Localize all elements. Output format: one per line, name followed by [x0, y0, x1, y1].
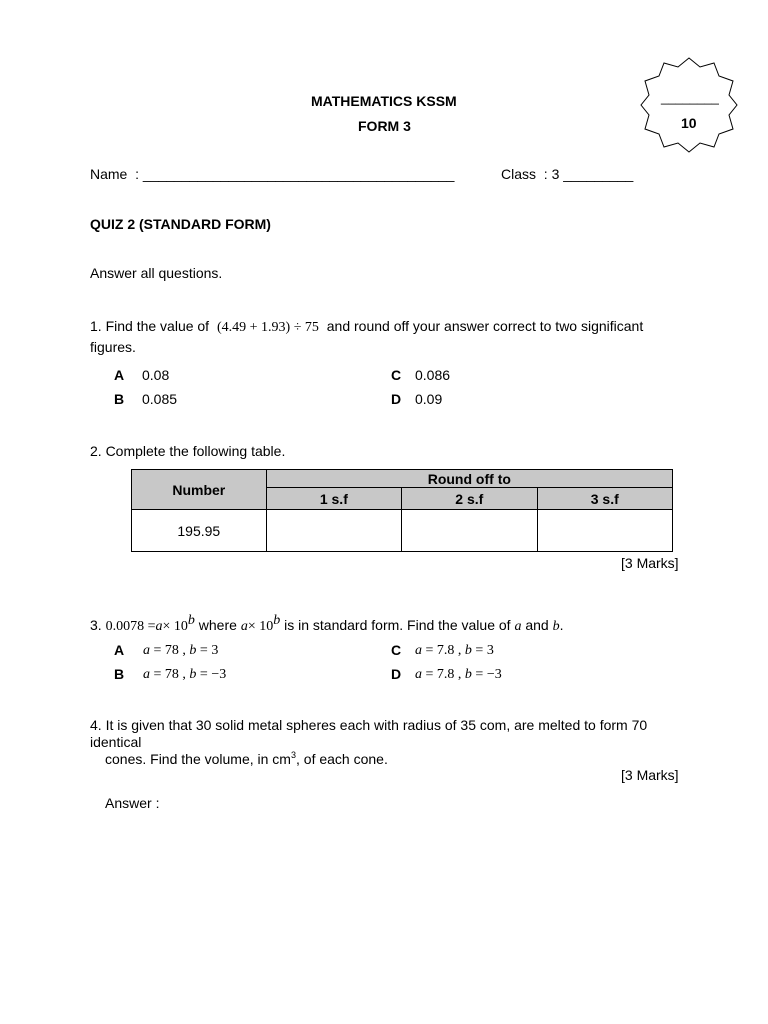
quiz-title: QUIZ 2 (STANDARD FORM): [90, 216, 271, 232]
q3-option-c-letter: C: [391, 642, 402, 658]
table-row: [132, 510, 673, 552]
q1-option-d-letter: D: [391, 391, 402, 407]
q3-var-b-3: b: [552, 619, 560, 634]
class-field-label: Class : 3 _________: [501, 166, 634, 182]
q3-option-c-value[interactable]: a = 7.8 , b = 3: [415, 643, 494, 658]
table-cell-3sf-answer[interactable]: [537, 510, 672, 552]
table-header-1sf: 1 s.f: [266, 488, 401, 510]
q3-is-standard: is in standard form. Find the value of: [284, 617, 511, 633]
q1-expression: (4.49 + 1.93) ÷ 75: [216, 320, 319, 335]
q3-option-d-letter: D: [391, 666, 402, 682]
q1-option-c-value[interactable]: 0.086: [415, 367, 451, 383]
table-cell-1sf-answer[interactable]: [266, 510, 401, 552]
q3-exp-b: b: [187, 613, 195, 628]
q4-line3: [105, 750, 388, 767]
q3-option-d-value[interactable]: a = 7.8 , b = −3: [415, 667, 502, 682]
q3-number: 3.: [90, 617, 102, 633]
table-cell-2sf-answer[interactable]: [402, 510, 537, 552]
q1-option-a-letter: A: [114, 367, 125, 383]
q4-marks: [3 Marks]: [621, 767, 679, 783]
subject-title: MATHEMATICS KSSM: [311, 93, 457, 109]
q3-var-a-3: a: [514, 619, 522, 634]
q1-text: [90, 318, 643, 336]
q1-option-b-letter: B: [114, 391, 125, 407]
q4-line1: 4. It is given that 30 solid metal spheres each with radius of 35 com, are melted to form 70: [90, 717, 648, 733]
q2-prompt: 2. Complete the following table.: [90, 443, 286, 459]
score-total: 10: [681, 115, 697, 131]
q2-marks: [3 Marks]: [621, 555, 679, 571]
q1-line2: figures.: [90, 339, 136, 355]
q1-prefix: 1. Find the value of: [90, 318, 210, 334]
q3-exp-b-2: b: [273, 613, 281, 628]
q3-var-a-2: a: [240, 619, 248, 634]
q1-option-b-value[interactable]: 0.085: [142, 391, 178, 407]
table-header-number: Number: [132, 470, 267, 510]
q3-text: [90, 613, 563, 635]
q3-lhs: 0.0078 =: [105, 619, 156, 634]
score-badge: [640, 57, 738, 153]
form-title: FORM 3: [358, 118, 411, 134]
q3-and: and: [525, 617, 549, 633]
table-header-3sf: 3 s.f: [537, 488, 672, 510]
q3-option-b-value[interactable]: a = 78 , b = −3: [143, 667, 227, 682]
q3-option-a-value[interactable]: a = 78 , b = 3: [143, 643, 219, 658]
q1-option-c-letter: C: [391, 367, 402, 383]
score-blank: ________: [661, 90, 719, 105]
q1-option-a-value[interactable]: 0.08: [142, 367, 170, 383]
q3-where: where: [198, 617, 237, 633]
q4-line3-pre: cones. Find the volume, in cm: [105, 751, 291, 767]
q1-suffix: and round off your answer correct to two significant: [326, 318, 644, 334]
table-header-2sf: 2 s.f: [402, 488, 537, 510]
name-field-label: Name : ________________________________________: [90, 166, 455, 182]
q3-times10: × 10: [162, 619, 188, 634]
answer-label: Answer :: [105, 795, 160, 811]
q3-period: .: [559, 617, 564, 633]
q4-line3-post: , of each cone.: [296, 751, 388, 767]
q3-option-b-letter: B: [114, 666, 125, 682]
instruction-text: Answer all questions.: [90, 265, 223, 281]
q3-var-a: a: [155, 619, 163, 634]
answer-area[interactable]: [105, 815, 675, 995]
table-header-round-off: Round off to: [266, 470, 672, 488]
score-badge-star-shape: [641, 58, 737, 152]
table-cell-number: 195.95: [132, 510, 267, 552]
q4-line2: identical: [90, 734, 142, 750]
q3-option-a-letter: A: [114, 642, 125, 658]
q4-line3-sup: 3: [290, 750, 296, 760]
q1-option-d-value[interactable]: 0.09: [415, 391, 443, 407]
q3-times10-2: × 10: [247, 619, 274, 634]
rounding-table: [131, 469, 673, 552]
